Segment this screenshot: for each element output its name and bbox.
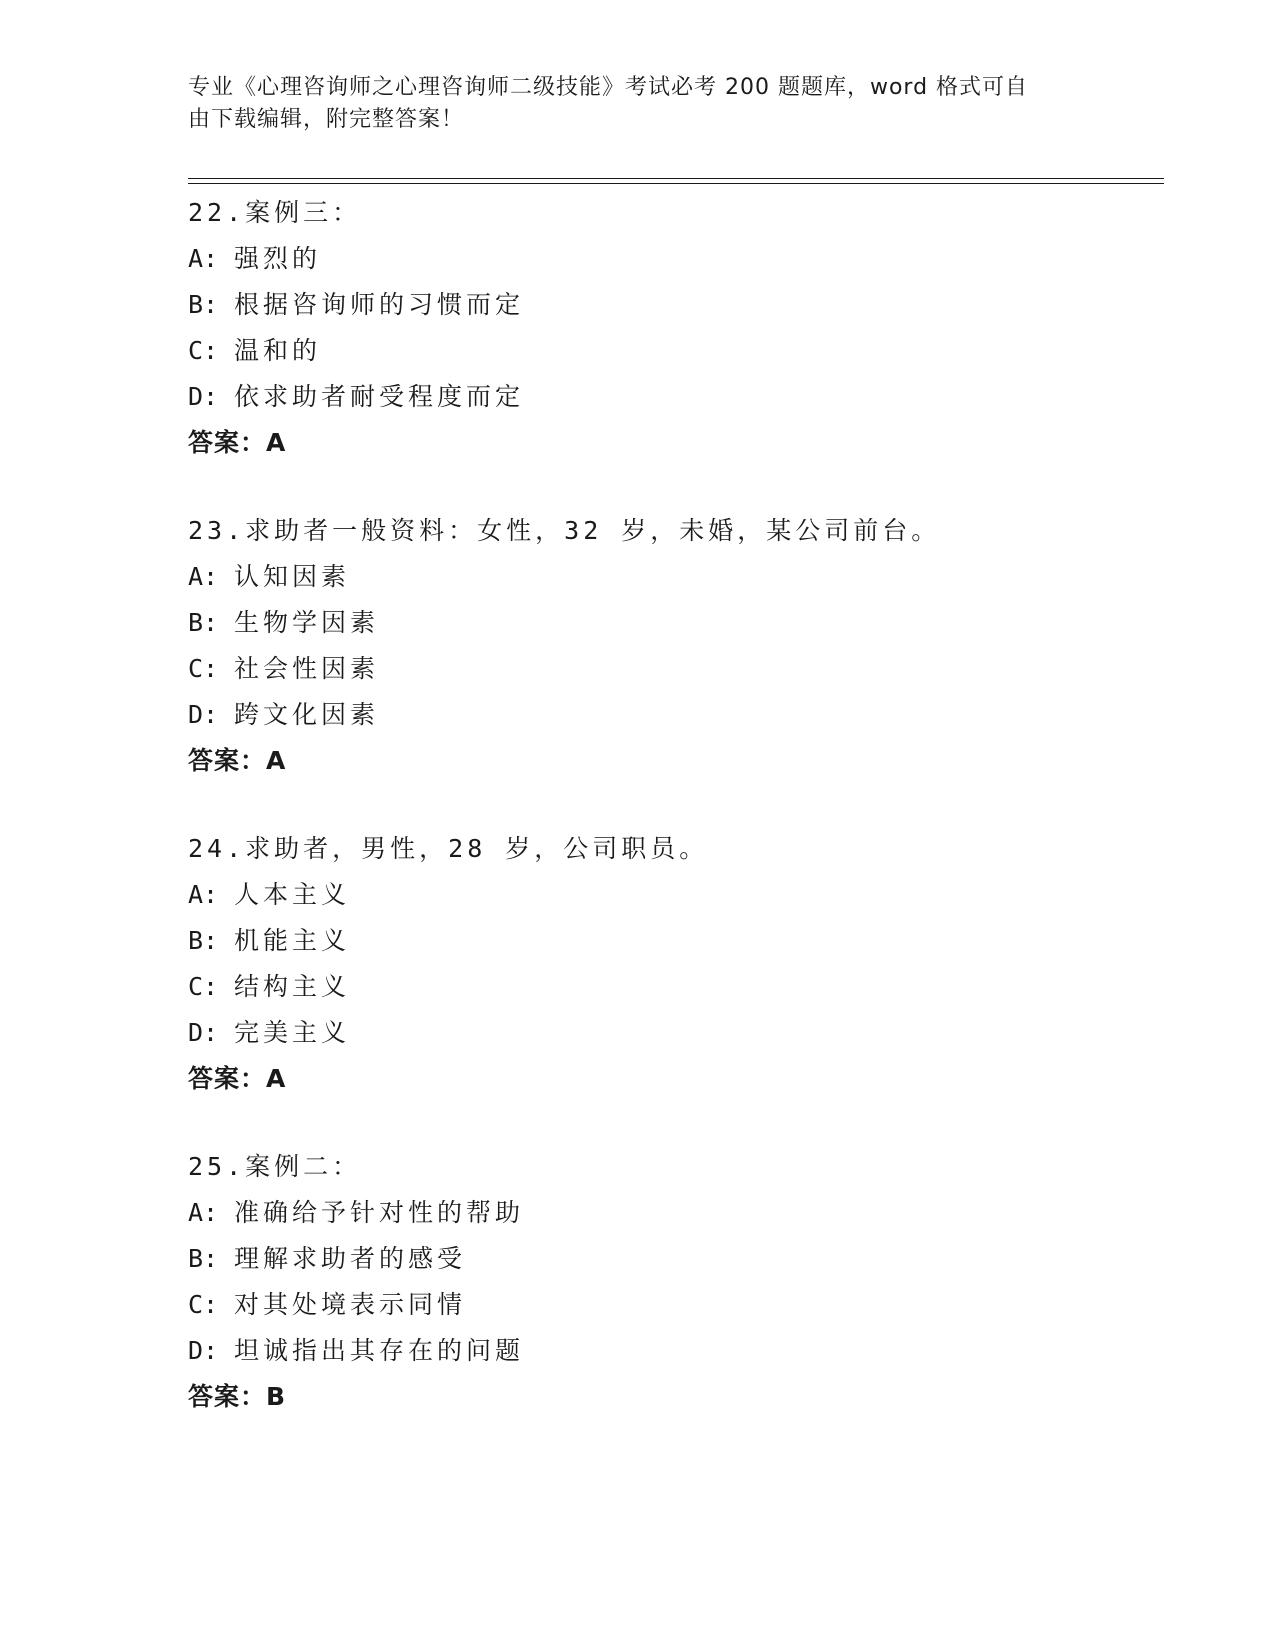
option-text: 根据咨询师的习惯而定 [234, 290, 525, 319]
option-c [188, 1282, 1168, 1328]
option-b [188, 1236, 1168, 1282]
option-text: 跨文化因素 [234, 700, 380, 729]
answer-line: 答案：A [188, 1064, 287, 1093]
option-d [188, 1328, 1168, 1374]
option-text: 完美主义 [234, 1018, 351, 1047]
option-c [188, 964, 1168, 1010]
option-d [188, 1010, 1168, 1056]
question-stem: 24.求助者，男性，28 岁，公司职员。 [188, 834, 709, 863]
option-letter: C: [188, 1290, 219, 1319]
option-text: 生物学因素 [234, 608, 380, 637]
option-text: 强烈的 [234, 244, 322, 273]
document-header [188, 72, 1068, 136]
option-text: 坦诚指出其存在的问题 [234, 1336, 525, 1365]
option-letter: D: [188, 382, 219, 411]
option-text: 认知因素 [234, 562, 351, 591]
option-text: 温和的 [234, 336, 322, 365]
header-line-2: 由下载编辑，附完整答案！ [188, 107, 465, 132]
question-22 [188, 190, 1168, 466]
option-c [188, 328, 1168, 374]
option-a [188, 236, 1168, 282]
option-c [188, 646, 1168, 692]
answer-line: 答案：B [188, 1382, 287, 1411]
option-d [188, 374, 1168, 420]
option-text: 人本主义 [234, 880, 351, 909]
option-text: 结构主义 [234, 972, 351, 1001]
option-text: 依求助者耐受程度而定 [234, 382, 525, 411]
option-letter: A: [188, 244, 219, 273]
option-d [188, 692, 1168, 738]
header-divider-top [188, 178, 1164, 179]
question-stem: 23.求助者一般资料：女性，32 岁，未婚，某公司前台。 [188, 516, 941, 545]
option-text: 理解求助者的感受 [234, 1244, 467, 1273]
header-line-1: 专业《心理咨询师之心理咨询师二级技能》考试必考 200 题题库，word 格式可自 [188, 75, 1029, 100]
question-23 [188, 508, 1168, 784]
option-letter: C: [188, 972, 219, 1001]
option-letter: B: [188, 1244, 219, 1273]
header-divider-bottom [188, 183, 1164, 184]
option-letter: C: [188, 654, 219, 683]
answer-line: 答案：A [188, 428, 287, 457]
question-24 [188, 826, 1168, 1102]
option-a [188, 1190, 1168, 1236]
question-25 [188, 1144, 1168, 1420]
option-text: 对其处境表示同情 [234, 1290, 467, 1319]
option-letter: B: [188, 290, 219, 319]
option-letter: C: [188, 336, 219, 365]
option-letter: D: [188, 1336, 219, 1365]
question-stem: 25.案例二： [188, 1152, 362, 1181]
option-letter: D: [188, 700, 219, 729]
option-b [188, 282, 1168, 328]
option-letter: B: [188, 608, 219, 637]
option-letter: A: [188, 1198, 219, 1227]
option-letter: A: [188, 562, 219, 591]
option-letter: B: [188, 926, 219, 955]
option-text: 机能主义 [234, 926, 351, 955]
option-text: 社会性因素 [234, 654, 380, 683]
question-stem: 22.案例三： [188, 198, 362, 227]
option-letter: D: [188, 1018, 219, 1047]
question-list [188, 190, 1168, 1420]
option-a [188, 554, 1168, 600]
option-b [188, 918, 1168, 964]
option-text: 准确给予针对性的帮助 [234, 1198, 525, 1227]
option-a [188, 872, 1168, 918]
option-letter: A: [188, 880, 219, 909]
option-b [188, 600, 1168, 646]
answer-line: 答案：A [188, 746, 287, 775]
